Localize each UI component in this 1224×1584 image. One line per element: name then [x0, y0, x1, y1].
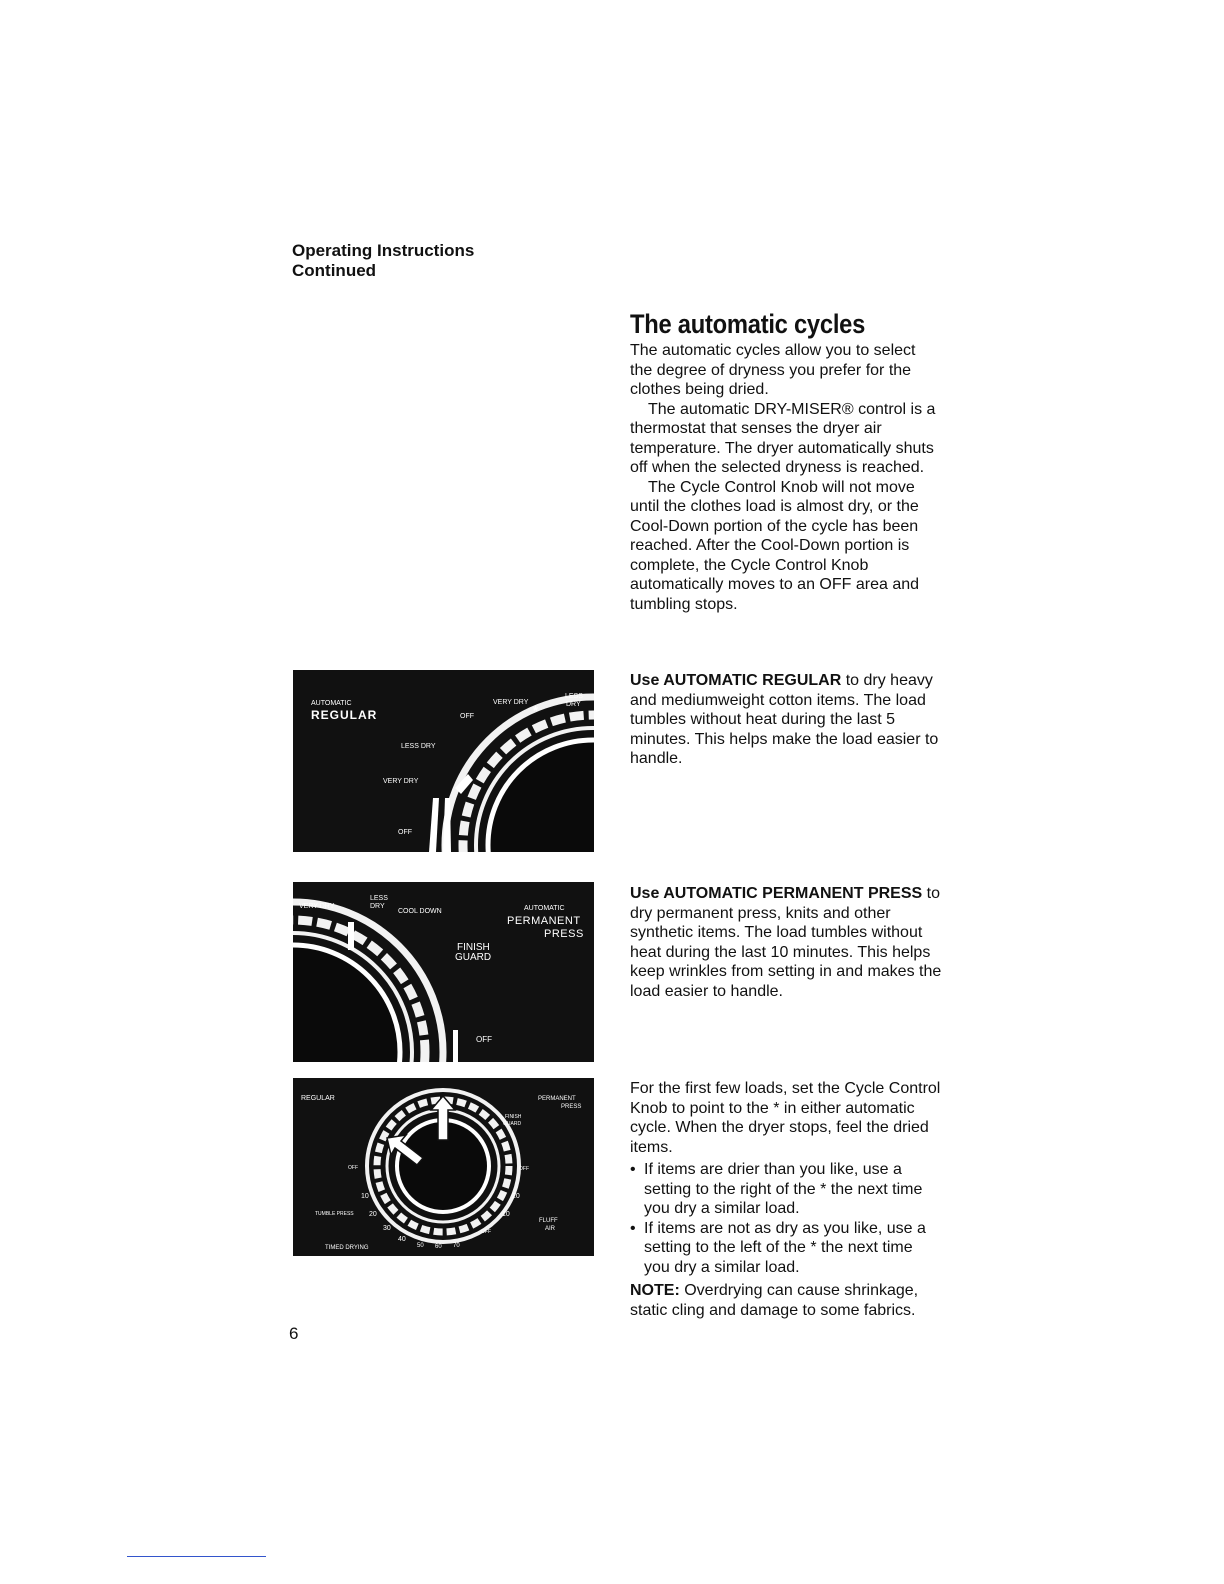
intro-text — [630, 341, 942, 614]
label-dry: DRY — [370, 903, 385, 910]
label-off: OFF — [476, 1035, 492, 1044]
section-title: The automatic cycles — [630, 309, 866, 339]
first-loads-list — [630, 1160, 942, 1277]
label-regular: REGULAR — [301, 1095, 335, 1102]
label-press: PRESS — [544, 928, 584, 940]
label-press: PRESS — [561, 1104, 582, 1110]
label-very-dry: VERY DRY — [299, 903, 335, 910]
label-off-bottom: OFF — [481, 1229, 491, 1235]
label-permanent: PERMANENT — [507, 915, 581, 927]
full-dial-illustration — [293, 1078, 594, 1256]
intro-paragraph-1: The automatic cycles allow you to select the degree of dryness you prefer for the clothes being dried. — [630, 342, 916, 398]
tick-label-20: 20 — [369, 1211, 377, 1218]
dial-knob — [488, 740, 594, 852]
regular-dial-illustration — [293, 670, 594, 852]
tick-label-60: 60 — [435, 1244, 442, 1250]
permanent-press-lead: Use AUTOMATIC PERMANENT PRESS — [630, 885, 923, 902]
tick-label-10: 10 — [361, 1193, 369, 1200]
tick-label-10-right: 10 — [502, 1211, 510, 1218]
label-off-right: OFF — [519, 1166, 529, 1172]
label-guard: GUARD — [503, 1121, 522, 1127]
first-loads-intro: For the first few loads, set the Cycle Control Knob to point to the * in either automatic cycle. When the dryer stops, feel the dried items. — [630, 1080, 941, 1156]
note-text: Overdrying can cause shrinkage, static cling and damage to some fabrics. — [630, 1282, 919, 1319]
header-line-1: Operating Instructions — [292, 241, 475, 260]
label-tumble-press: TUMBLE PRESS — [315, 1211, 354, 1217]
dial-pointer — [348, 922, 354, 950]
label-off-left: OFF — [348, 1165, 358, 1171]
automatic-regular-paragraph — [630, 671, 942, 769]
cycle-control-knob-photo — [293, 1078, 594, 1256]
intro-paragraph-2: The automatic DRY-MISER® control is a thermostat that senses the dryer air temperature. The dryer automatically shuts off when the selected dryness is reached. — [630, 400, 936, 476]
automatic-regular-lead: Use AUTOMATIC REGULAR — [630, 672, 842, 689]
star-mark: * — [533, 703, 539, 718]
automatic-regular-dial-photo — [293, 670, 594, 852]
header-line-2: Continued — [292, 261, 377, 280]
tick-label-70: 70 — [453, 1243, 460, 1249]
tick-label-30: 30 — [383, 1225, 391, 1232]
label-automatic: AUTOMATIC — [524, 905, 565, 912]
label-very-dry-top: VERY DRY — [493, 699, 529, 706]
label-permanent: PERMANENT — [538, 1096, 576, 1102]
label-finish: FINISH — [457, 942, 490, 953]
running-header — [292, 241, 474, 281]
label-very-dry: VERY DRY — [383, 778, 419, 785]
page-number: 6 — [289, 1324, 299, 1343]
tick-label-20-right: 20 — [512, 1193, 520, 1200]
label-less: LESS — [370, 895, 388, 902]
tick-label-50: 50 — [417, 1243, 424, 1249]
label-finish: FINISH — [505, 1114, 522, 1120]
permanent-dial-illustration — [293, 882, 594, 1062]
dial-marker — [443, 798, 451, 852]
list-item: • If items are not as dry as you like, use a setting to the left of the * the next time you dry a similar load. — [630, 1219, 942, 1278]
label-less: LESS — [565, 693, 583, 700]
automatic-regular-section — [630, 671, 942, 769]
footer-rule — [127, 1556, 266, 1557]
automatic-permanent-press-section — [630, 884, 942, 1001]
label-off: OFF — [398, 829, 412, 836]
permanent-press-paragraph — [630, 884, 942, 1001]
list-item: • If items are drier than you like, use a setting to the right of the * the next time you dry a similar load. — [630, 1160, 942, 1219]
automatic-regular-text: to dry heavy and mediumweight cotton items. The load tumbles without heat during the last 5 minutes. This helps make the load easier to handle. — [630, 672, 939, 767]
label-dry: DRY — [566, 701, 581, 708]
label-automatic: AUTOMATIC — [311, 700, 352, 707]
dial-marker — [429, 798, 439, 852]
label-regular: REGULAR — [311, 708, 378, 722]
label-cool-down: COOL DOWN — [398, 908, 442, 915]
label-off-top: OFF — [460, 713, 474, 720]
note-label: NOTE: — [630, 1282, 680, 1299]
intro-paragraph-3: The Cycle Control Knob will not move until the clothes load is almost dry, or the Cool-Down portion of the cycle has been reached. After the Cool-Down portion is complete, the Cycle Control Knob automatically moves to an OFF area and tumbling stops. — [630, 478, 920, 613]
first-loads-section — [630, 1079, 942, 1320]
label-timed-drying: TIMED DRYING — [325, 1245, 369, 1251]
automatic-permanent-press-dial-photo — [293, 882, 594, 1062]
tick-label-40: 40 — [398, 1236, 406, 1243]
label-air: AIR — [545, 1226, 556, 1232]
permanent-press-text: to dry permanent press, knits and other synthetic items. The load tumbles without heat during the last 10 minutes. This helps keep wrinkles from setting in and makes the load easier to handle. — [630, 885, 942, 1000]
label-less-dry: LESS DRY — [401, 743, 436, 750]
dial-marker — [453, 1030, 458, 1062]
label-guard: GUARD — [455, 952, 492, 963]
note-paragraph — [630, 1281, 942, 1320]
label-fluff: FLUFF — [539, 1218, 558, 1224]
